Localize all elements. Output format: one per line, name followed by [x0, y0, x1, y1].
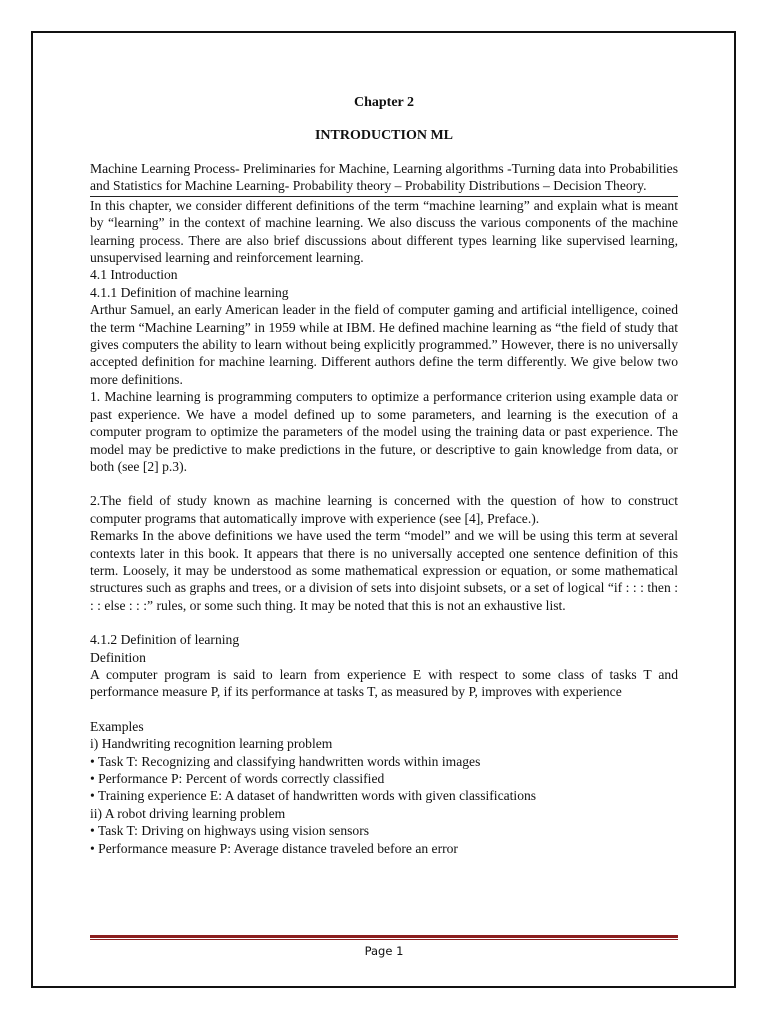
footer-rule	[90, 935, 678, 941]
definition-2-paragraph: 2.The field of study known as machine learning is concerned with the question of how to construct computer programs that automatically improve with experience (see [4], Preface.).	[90, 493, 678, 526]
example-2-title: ii) A robot driving learning problem	[90, 805, 286, 821]
samuel-paragraph: Arthur Samuel, an early American leader in the field of computer gaming and artificial intelligence, coined the term “Machine Learning” in 1959 while at IBM. He defined machine learning as “the field of study that gives computers the ability to learn without being explicitly programmed.” However, there is no universally accepted definition for machine learning. Different authors define the term differently. We give below two more definitions.	[90, 302, 678, 387]
list-item: • Performance P: Percent of words correctly classified	[90, 771, 385, 786]
chapter-title: INTRODUCTION ML	[314, 128, 454, 143]
definition-heading: Definition	[90, 649, 146, 665]
learning-definition-paragraph: A computer program is said to learn from experience E with respect to some class of tasks T and performance measure P, if its performance at tasks T, as measured by P, improves with experience	[90, 666, 678, 700]
remarks-paragraph: Remarks In the above definitions we have used the term “model” and we will be using this term at several contexts later in this book. It appears that there is no universally accepted one sentence definition of this term. Loosely, it may be understood as some mathematical expression or equation, or some mathematical structures such as graphs and trees, or a division of sets into disjoint subsets, or a set of logical “if : : : then : : : else : : :” rules, or some such thing. It may be noted that this is not an exhaustive list.	[90, 528, 678, 613]
footer-rule-thin	[90, 939, 678, 940]
list-item: • Performance measure P: Average distance traveled before an error	[90, 840, 458, 856]
list-item: • Task T: Recognizing and classifying handwritten words within images	[90, 753, 481, 769]
definition-1-paragraph: 1. Machine learning is programming computers to optimize a performance criterion using example data or past experience. We have a model defined up to some parameters, and learning is the execution of a computer program to optimize the parameters of the model using the training data or past experience. The model may be predictive to make predictions in the future, or descriptive to gain knowledge from data, or both (see [2] p.3).	[90, 389, 678, 474]
section-heading-4-1-1: 4.1.1 Definition of machine learning	[90, 284, 289, 300]
chapter-summary: Machine Learning Process- Preliminaries for Machine, Learning algorithms -Turning data into Probabilities and Statistics for Machine Learning- Probability theory – Probability Distributions – Decision Theory.	[90, 160, 678, 197]
spacer	[90, 701, 678, 718]
example-1-title: i) Handwriting recognition learning problem	[90, 736, 333, 752]
spacer	[90, 614, 678, 631]
spacer	[90, 475, 678, 492]
example-2-list	[90, 822, 678, 857]
section-heading-4-1-2: 4.1.2 Definition of learning	[90, 632, 240, 648]
document-body	[90, 94, 678, 857]
example-1-list	[90, 753, 678, 805]
chapter-label: Chapter 2	[353, 95, 415, 110]
list-item: • Task T: Driving on highways using vision sensors	[90, 823, 370, 839]
page-number: Page 1	[364, 944, 404, 958]
examples-heading: Examples	[90, 718, 144, 734]
intro-paragraph: In this chapter, we consider different definitions of the term “machine learning” and explain what is meant by “learning” in the context of machine learning. We also discuss the various components of the machine learning process. There are also brief discussions about different types learning like supervised learning, unsupervised learning and reinforcement learning.	[90, 197, 678, 266]
list-item: • Training experience E: A dataset of handwritten words with given classifications	[90, 788, 537, 804]
section-heading-4-1: 4.1 Introduction	[90, 267, 178, 283]
footer-rule-thick	[90, 935, 678, 938]
